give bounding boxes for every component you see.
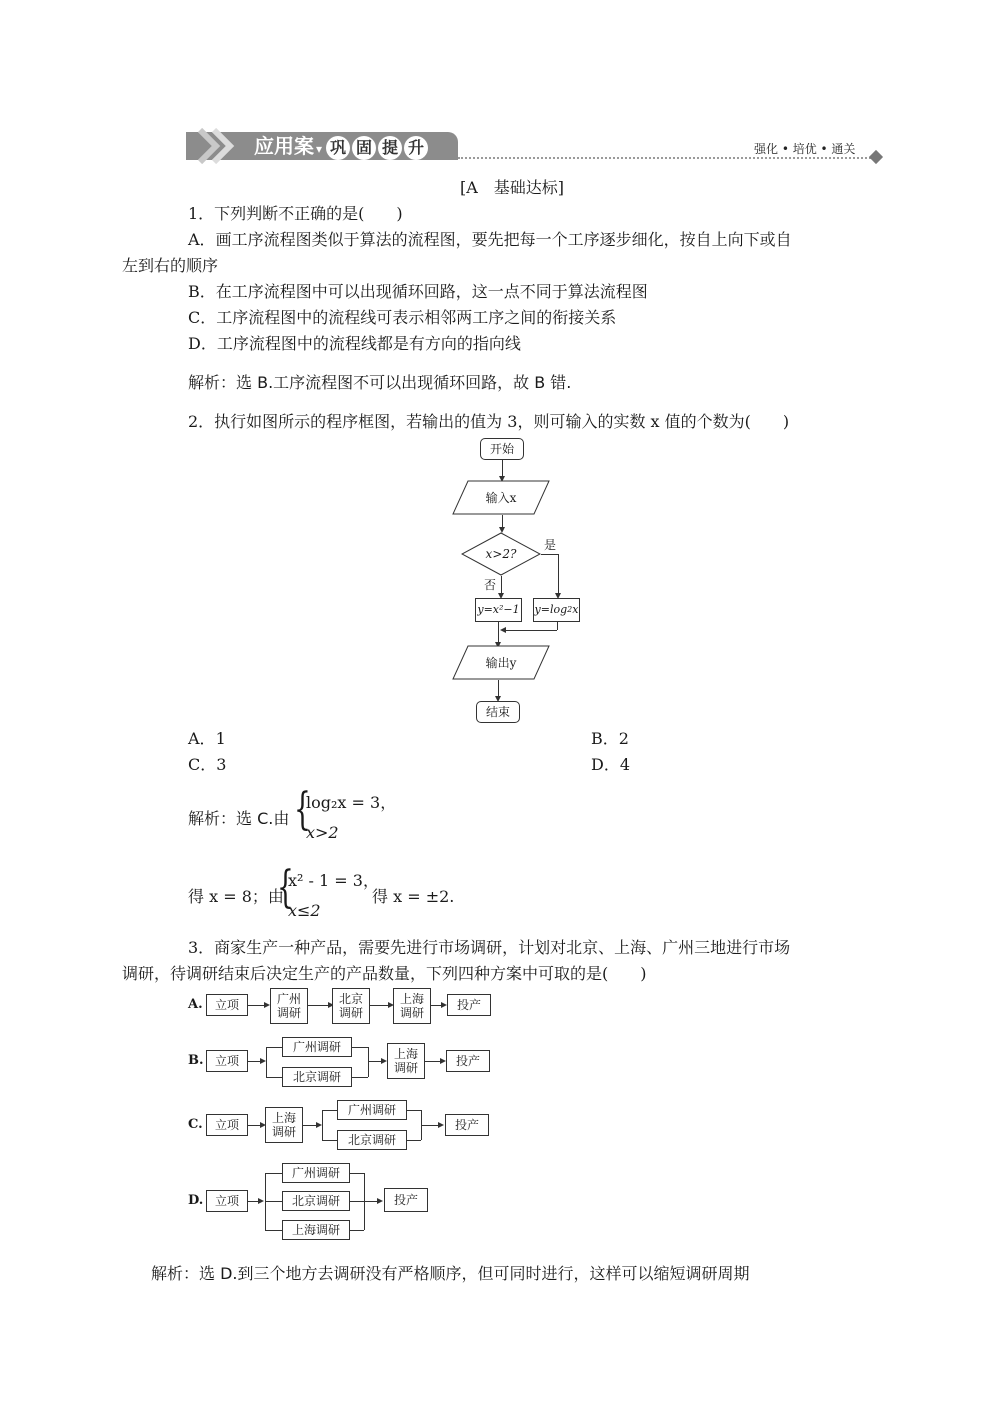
- q2-option-b: [591, 728, 629, 750]
- arrow-left-icon: [500, 627, 506, 633]
- q2-system1-line2: x>2: [306, 823, 339, 842]
- flow-line: [421, 1125, 439, 1126]
- log-base: 2: [567, 605, 573, 614]
- scheme-box: 北京调研: [282, 1067, 352, 1087]
- scheme-box: 立项: [206, 994, 248, 1016]
- scheme-box: 投产: [446, 1050, 490, 1072]
- diamond-icon: [869, 150, 883, 164]
- option-label: B．: [188, 282, 216, 301]
- flow-line: [352, 1047, 368, 1048]
- option-label: A．: [188, 230, 216, 249]
- header-tagline: 强化 • 培优 • 通关: [754, 142, 856, 156]
- flow-line: [266, 1077, 282, 1078]
- brace-icon: {: [294, 784, 311, 835]
- q3-stem-line1: 3．商家生产一种产品，需要先进行市场调研，计划对北京、上海、广州三地进行市场: [188, 938, 791, 957]
- arrow-right-icon: [377, 1198, 383, 1204]
- flow-line: [368, 1047, 369, 1077]
- scheme-box: 广州调研: [282, 1163, 350, 1183]
- section-title: [A 基础达标]: [460, 178, 565, 197]
- option-value: 3: [216, 755, 227, 774]
- flow-line: [265, 1173, 282, 1174]
- flow-process-yes: [533, 598, 580, 622]
- scheme-label: C.: [188, 1117, 203, 1132]
- scheme-box: 上海调研: [282, 1220, 350, 1240]
- q2-option-c: [188, 754, 226, 776]
- scheme-label: A.: [188, 997, 203, 1012]
- flow-start: 开始: [480, 438, 524, 460]
- flow-line: [364, 1201, 378, 1202]
- banner-title-text: 应用案: [254, 134, 314, 158]
- flow-line: [558, 554, 559, 594]
- flow-line: [501, 576, 502, 594]
- flow-line: [322, 1110, 337, 1111]
- scheme-box: 北京调研: [337, 1130, 407, 1150]
- q3-solution: 解析：选 D.到三个地方去调研没有严格顺序，但可同时进行，这样可以缩短调研周期: [151, 1264, 750, 1283]
- q1-option-c: [188, 307, 616, 329]
- scheme-box: 上海调研: [387, 1043, 425, 1079]
- banner-circle-char: 升: [404, 136, 428, 160]
- scheme-box: 广州调研: [270, 988, 308, 1024]
- scheme-box: 立项: [206, 1050, 248, 1072]
- arrow-right-icon: [258, 1198, 264, 1204]
- flow-line: [557, 622, 558, 630]
- banner-circle-char: 固: [352, 136, 376, 160]
- flow-line: [407, 1140, 421, 1141]
- flow-line: [265, 1230, 282, 1231]
- scheme-box: 上海调研: [393, 988, 431, 1024]
- flow-line: [498, 622, 499, 644]
- scheme-box: 北京调研: [332, 988, 370, 1024]
- option-text: 工序流程图中的流程线可表示相邻两工序之间的衔接关系: [216, 308, 617, 327]
- q1-option-b: [188, 281, 648, 303]
- q3-stem-line2: 调研，待调研结束后决定生产的产品数量，下列四种方案中可取的是( ): [122, 964, 647, 983]
- q2-system1-line1: log₂x = 3，: [306, 793, 397, 812]
- q1-option-a-cont: 左到右的顺序: [122, 256, 219, 275]
- scheme-box: 北京调研: [282, 1191, 350, 1211]
- q2-option-a: [188, 728, 226, 750]
- q2-stem: 2．执行如图所示的程序框图，若输出的值为 3，则可输入的实数 x 值的个数为( ): [188, 412, 790, 431]
- banner-circle-char: 提: [378, 136, 402, 160]
- scheme-label: B.: [188, 1053, 204, 1068]
- banner-circle-char: 巩: [326, 136, 350, 160]
- flow-line: [266, 1047, 267, 1077]
- flow-yes-label: 是: [544, 538, 557, 552]
- option-label: C．: [188, 308, 217, 327]
- banner-title: [254, 133, 428, 162]
- q1-stem: 1．下列判断不正确的是( ): [188, 204, 403, 223]
- flow-line: [308, 1005, 328, 1006]
- flow-line: [352, 1077, 368, 1078]
- scheme-box: 上海调研: [265, 1107, 303, 1143]
- flow-line: [541, 554, 558, 555]
- flow-input: 输入x: [485, 491, 517, 505]
- scheme-box: 广州调研: [282, 1037, 352, 1057]
- scheme-box: 投产: [447, 994, 491, 1016]
- flow-line: [370, 1005, 390, 1006]
- option-value: 4: [619, 755, 631, 774]
- q2-solution-prefix: 解析：选 C.由: [188, 809, 290, 828]
- option-label: C．: [188, 755, 217, 774]
- q2-system2-line2: x≤2: [288, 901, 321, 920]
- flow-line: [503, 630, 557, 631]
- flow-line: [350, 1173, 364, 1174]
- flow-condition: x>2?: [485, 547, 517, 561]
- option-label: A．: [188, 729, 216, 748]
- q2-result2: 得 x = ±2.: [372, 887, 455, 906]
- q2-result1: 得 x = 8；由: [188, 887, 284, 906]
- flow-line: [265, 1201, 282, 1202]
- option-value: 1: [215, 729, 226, 748]
- log-var: x: [572, 603, 579, 616]
- flow-line: [350, 1201, 364, 1202]
- bullet-icon: ▾: [316, 142, 323, 156]
- scheme-box: 立项: [206, 1114, 248, 1136]
- option-text: 画工序流程图类似于算法的流程图，要先把每一个工序逐步细化，按自上向下或自: [215, 230, 792, 249]
- arrow-right-icon: [438, 1122, 444, 1128]
- option-label: D．: [188, 334, 217, 353]
- flow-line: [407, 1110, 421, 1111]
- flow-line: [368, 1061, 382, 1062]
- scheme-label: D.: [188, 1193, 204, 1208]
- option-label: B．: [591, 729, 619, 748]
- option-text: 在工序流程图中可以出现循环回路，这一点不同于算法流程图: [215, 282, 648, 301]
- header-dotted-rule: [458, 157, 874, 159]
- flow-line: [266, 1047, 282, 1048]
- q1-option-d: [188, 333, 521, 355]
- flow-line: [425, 1061, 441, 1062]
- option-label: D．: [591, 755, 620, 774]
- scheme-box: 立项: [206, 1190, 248, 1212]
- scheme-box: 投产: [445, 1114, 489, 1136]
- flow-line: [322, 1110, 323, 1140]
- brace-icon: {: [277, 862, 294, 913]
- q2-system2-line1: x² - 1 = 3，: [288, 871, 379, 890]
- flow-output: 输出y: [485, 656, 517, 670]
- q1-solution: 解析：选 B.工序流程图不可以出现循环回路，故 B 错.: [188, 373, 572, 392]
- flow-process-no: y=x²−1: [475, 598, 522, 622]
- scheme-box: 投产: [384, 1188, 428, 1212]
- flow-end: 结束: [476, 701, 520, 723]
- flow-line: [322, 1140, 337, 1141]
- q1-option-a: [188, 229, 792, 251]
- option-value: 2: [618, 729, 629, 748]
- q2-option-d: [591, 754, 630, 776]
- flow-no-label: 否: [484, 578, 497, 592]
- option-text: 工序流程图中的流程线都是有方向的指向线: [216, 334, 521, 353]
- scheme-box: 广州调研: [337, 1100, 407, 1120]
- log-prefix: y=log: [534, 603, 568, 616]
- double-chevron-icon: [190, 128, 250, 164]
- flow-line: [248, 1005, 264, 1006]
- flow-line: [350, 1230, 364, 1231]
